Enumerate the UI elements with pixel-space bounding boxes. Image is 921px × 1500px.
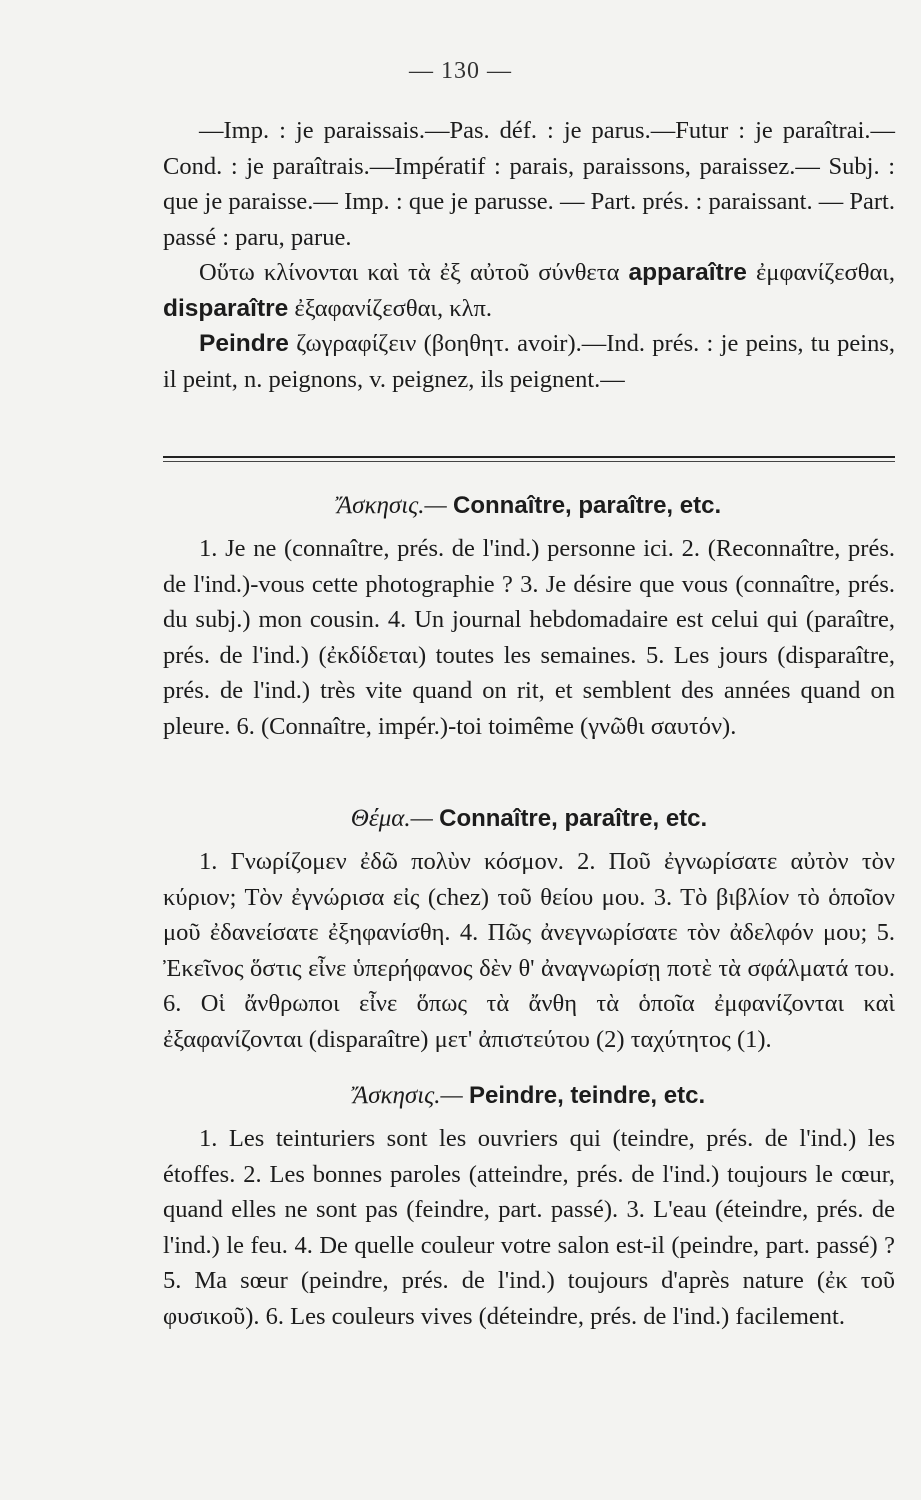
heading-title: Connaître, paraître, etc. — [439, 805, 708, 832]
conjugation-paraitre — [163, 113, 895, 397]
peindre-conjugation: ζωγραφίζειν (βοηθητ. avoir).—Ind. prés. : je peins, tu peins, il peint, n. peignons, v. peignez, ils peignent.— — [163, 330, 895, 393]
paragraph-compounds — [163, 255, 895, 326]
exercise-2-body: 1. Les teinturiers sont les ouvriers qui (teindre, prés. de l'ind.) les étoffes. 2. Les bonnes paroles (atteindre, prés. de l'ind.) toujours le cœur, quand elles ne sont pas (feindre, part. passé). 3. L'eau (éteindre, prés. de l'ind.) le feu. 4. De quelle couleur votre salon est-il (peindre, part. passé) ? 5. Ma sœur (peindre, prés. de l'ind.) toujours d'après nature (ἐκ τοῦ φυσικοῦ). 6. Les couleurs vives (déteindre, prés. de l'ind.) facilement. — [163, 1125, 895, 1330]
heading-title: Peindre, teindre, etc. — [469, 1082, 706, 1109]
heading-greek-label: Θέμα.— — [350, 805, 433, 832]
heading-exercise-2 — [163, 1082, 895, 1110]
paragraph-paraitre-tenses: —Imp. : je paraissais.—Pas. déf. : je parus.—Futur : je paraîtrai.—Cond. : je paraîtrais.—Impératif : parais, paraissons, paraissez.— Subj. : que je paraisse.— Imp. : que je parusse. — Part. prés. : paraissant. — Part. passé : paru, parue. — [163, 117, 895, 251]
term-apparaitre: apparaître — [628, 259, 747, 286]
section-divider-thin — [163, 461, 895, 462]
paragraph-peindre — [163, 326, 895, 397]
heading-greek-label: Ἄσκησις.— — [336, 492, 447, 519]
exercise-2-text — [163, 1121, 895, 1334]
term-disparaitre: disparaître — [163, 294, 289, 322]
theme-text — [163, 844, 895, 1057]
gloss-disparaitre: ἐξαφανίζεσθαι, κλπ. — [288, 294, 492, 322]
gloss-apparaitre: ἐμφανίζεσθαι, — [746, 259, 895, 286]
section-divider — [163, 456, 895, 458]
page-number: — 130 — — [409, 58, 512, 84]
heading-title: Connaître, paraître, etc. — [453, 492, 722, 519]
heading-exercise-1 — [163, 492, 895, 520]
heading-greek-label: Ἄσκησις.— — [352, 1082, 463, 1109]
compounds-intro: Οὕτω κλίνονται καὶ τὰ ἐξ αὐτοῦ σύνθετα — [199, 259, 629, 286]
theme-body: 1. Γνωρίζομεν ἐδῶ πολὺν κόσμον. 2. Ποῦ ἐγνωρίσατε αὐτὸν τὸν κύριον; Τὸν ἐγνώρισα εἰς (chez) τοῦ θείου μου. 3. Τὸ βιβλίον τὸ ὁποῖον μοῦ ἐδανείσατε ἐξηφανίσθη. 4. Πῶς ἀνεγνωρίσατε τὸν ἀδελφόν μου; 5. Ἐκεῖνος ὅστις εἶνε ὑπερήφανος δὲν θ' ἀναγνωρίσῃ ποτὲ τὰ σφάλματά του. 6. Οἱ ἄνθρωποι εἶνε ὅπως τὰ ἄνθη τὰ ὁποῖα ἐμφανίζονται καὶ ἐξαφανίζονται (disparaître) μετ' ἀπιστεύτου (2) ταχύτητος (1). — [163, 848, 895, 1053]
exercise-1-text — [163, 531, 895, 744]
term-peindre: Peindre — [199, 330, 289, 357]
heading-theme — [163, 805, 895, 833]
exercise-1-body: 1. Je ne (connaître, prés. de l'ind.) personne ici. 2. (Reconnaître, prés. de l'ind.)-vous cette photographie ? 3. Je désire que vous (connaître, prés. du subj.) mon cousin. 4. Un journal hebdomadaire est celui qui (paraître, prés. de l'ind.) (ἐκδίδεται) toutes les semaines. 5. Les jours (disparaître, prés. de l'ind.) très vite quand on rit, et semblent des années quand on pleure. 6. (Connaître, impér.)-toi toimême (γνῶθι σαυτόν). — [163, 535, 895, 740]
